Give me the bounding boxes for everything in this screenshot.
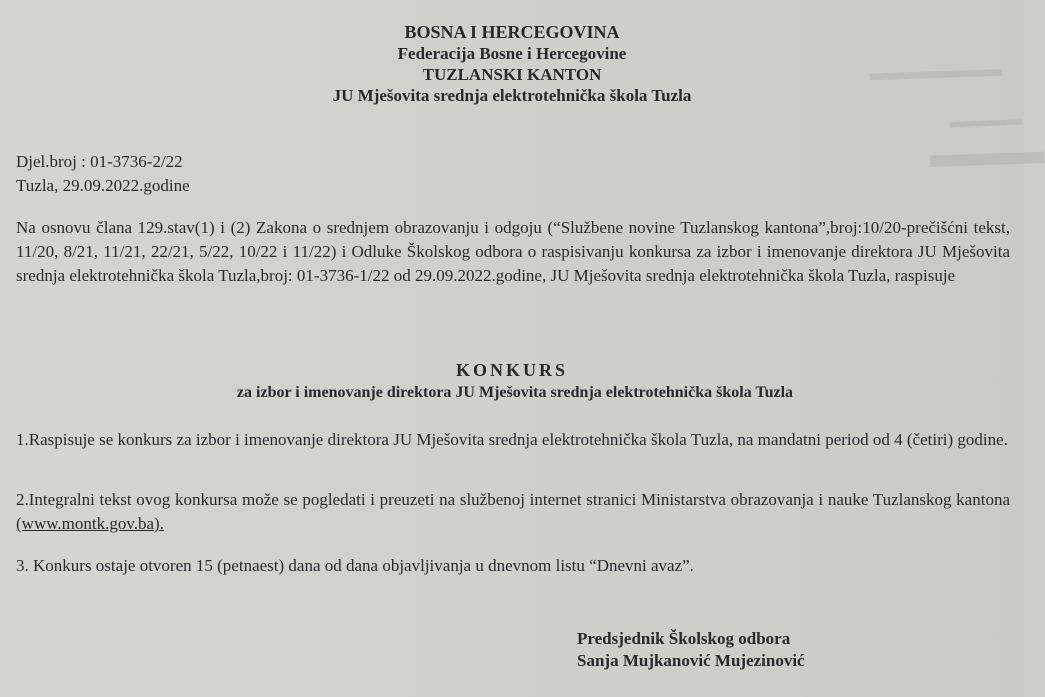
canton-name: TUZLANSKI KANTON bbox=[422, 65, 602, 84]
title-block bbox=[0, 358, 1024, 404]
bleed-through-text: ▬▬▬▬ bbox=[949, 108, 1023, 132]
country-name: BOSNA I HERCEGOVINA bbox=[404, 22, 620, 42]
item-text: 2.Integralni tekst ovog konkursa može se pogledati i preuzeti na službenoj internet stranici Ministarstva obrazovanja i nauke Tuzlanskog kantona bbox=[16, 490, 1010, 509]
list-item bbox=[16, 554, 1010, 578]
ministry-website-link[interactable]: (www.montk.gov.ba). bbox=[16, 514, 164, 533]
item-text: 3. Konkurs ostaje otvoren 15 (petnaest) dana od dana objavljivanja u dnevnom listu “Dnevni avaz”. bbox=[16, 556, 694, 575]
document-subtitle: za izbor i imenovanje direktora JU Mješovita srednja elektrotehnička škola Tuzla bbox=[236, 384, 794, 401]
bleed-through-text: ▬▬▬▬▬▬ bbox=[869, 55, 1003, 86]
list-item bbox=[16, 488, 1010, 536]
reference-number: Djel.broj : 01-3736-2/22 bbox=[16, 152, 183, 171]
item-text: 1.Raspisuje se konkurs za izbor i imenovanje direktora JU Mješovita srednja elektrotehnička škola Tuzla, na mandatni period od 4 (četiri) godine. bbox=[16, 430, 1008, 449]
signature-block bbox=[577, 628, 805, 672]
signatory-role: Predsjednik Školskog odbora bbox=[577, 629, 791, 648]
document-meta bbox=[16, 150, 190, 198]
document-header bbox=[0, 22, 1024, 106]
place-date: Tuzla, 29.09.2022.godine bbox=[16, 176, 190, 195]
bleed-through-text: ▬▬▬ bbox=[929, 130, 1045, 176]
federation-name: Federacija Bosne i Hercegovine bbox=[397, 44, 627, 63]
school-name: JU Mješovita srednja elektrotehnička škola Tuzla bbox=[332, 86, 692, 105]
document-title: KONKURS bbox=[455, 360, 568, 380]
signatory-name: Sanja Mujkanović Mujezinović bbox=[577, 651, 805, 670]
list-item bbox=[16, 428, 1010, 452]
intro-paragraph: Na osnovu člana 129.stav(1) i (2) Zakona o srednjem obrazovanju i odgoju (“Službene novine Tuzlanskog kantona”,broj:10/20-prečišćni tekst, 11/20, 8/21, 11/21, 22/21, 5/22, 10/22 i 11/22) i Odluke Školskog odbora o raspisivanju konkursa za izbor i imenovanje direktora JU Mješovita srednja elektrotehnička škola Tuzla,broj: 01-3736-1/22 od 29.09.2022.godine, JU Mješovita srednja elektrotehnička škola Tuzla, raspisuje bbox=[16, 218, 1010, 285]
